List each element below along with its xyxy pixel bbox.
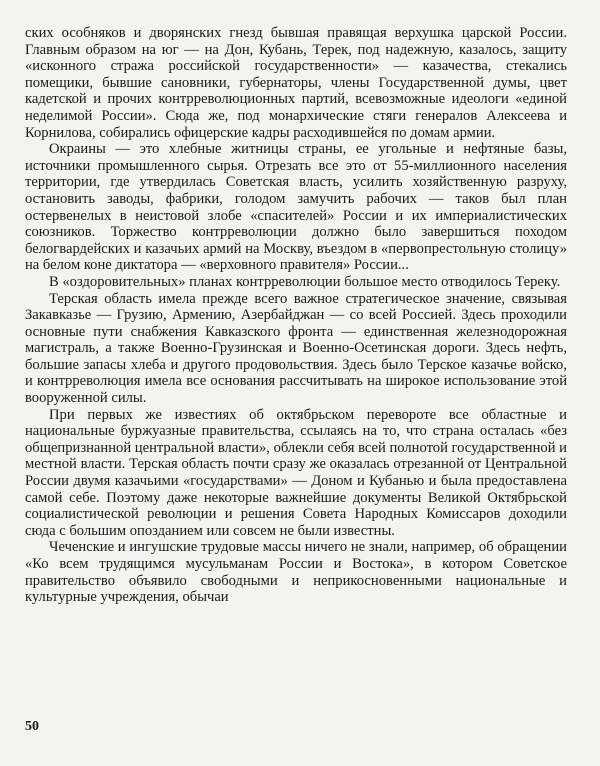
paragraph-2: Окраины — это хлебные житницы страны, ее угольные и нефтяные базы, источники промышленного сырья. Отрезать все это от 55-миллионного населения территории, где утвердилась Советская власть, усилить хозяйственную разруху, остановить заводы, фабрики, голодом замучить рабочих — таков был план остервенелых в неистовой злобе «спасителей» России и их империалистических союзников. Торжество контрреволюции должно было завершиться походом белогвардейских и казачьих армий на Москву, въездом в «первопрестольную столицу» на белом коне диктатора — «верховного правителя» России...	[25, 141, 567, 274]
paragraph-5: При первых же известиях об октябрьском перевороте все областные и национальные буржуазные правительства, ссылаясь на то, что страна осталась «без общепризнанной центральной власти», облекли себя всей полнотой государственной и местной власти. Терская область почти сразу же оказалась отрезанной от Центральной России двумя казачьими «государствами» — Доном и Кубанью и была предоставлена самой себе. Поэтому даже некоторые важнейшие документы Великой Октябрьской социалистической революции и решения Совета Народных Комиссаров доходили сюда с большим опозданием или совсем не были известны.	[25, 406, 567, 539]
paragraph-4: Терская область имела прежде всего важное стратегическое значение, связывая Закавказье — Грузию, Армению, Азербайджан — со всей Россией. Здесь проходили основные пути снабжения Кавказского фронта — единственная железнодорожная магистраль, а также Военно-Грузинская и Военно-Осетинская дороги. Здесь нефть, большие запасы хлеба и другого продовольствия. Здесь было Терское казачье войско, и контрреволюция имела все основания рассчитывать на широкое использование этой вооруженной силы.	[25, 290, 567, 407]
paragraph-6: Чеченские и ингушские трудовые массы ничего не знали, например, об обращении «Ко всем трудящимся мусульманам России и Востока», в котором Советское правительство объявило свободными и неприкосновенными национальные и культурные учреждения, обычаи	[25, 539, 567, 606]
page-body	[25, 25, 567, 606]
page-number: 50	[25, 719, 39, 734]
paragraph-1: ских особняков и дворянских гнезд бывшая правящая верхушка царской России. Главным образом на юг — на Дон, Кубань, Терек, под надежную, казалось, защиту «исконного стража российской государственности» — казачества, стекались помещики, бывшие сановники, губернаторы, члены Государственной думы, цвет кадетской и прочих контрреволюционных партий, всевозможные идеологи «единой неделимой России». Сюда же, под монархические стяги генералов Алексеева и Корнилова, собирались офицерские кадры расходившейся по домам армии.	[25, 25, 567, 141]
paragraph-3: В «оздоровительных» планах контрреволюции большое место отводилось Тереку.	[49, 273, 561, 290]
